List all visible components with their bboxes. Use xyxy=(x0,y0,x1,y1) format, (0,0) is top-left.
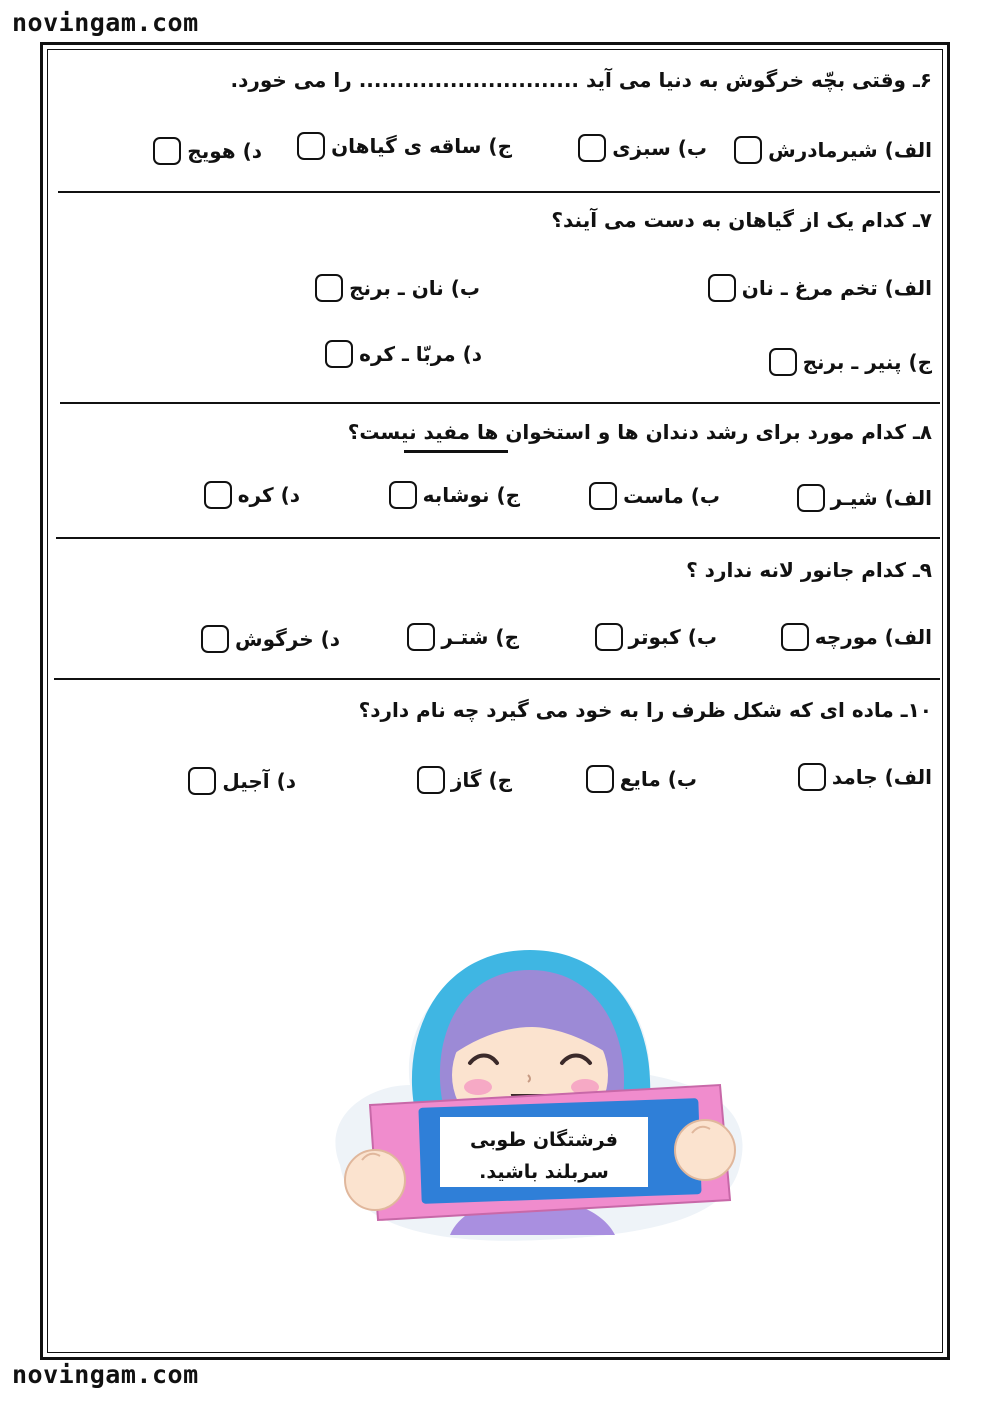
option-label: ب) نان ـ برنج xyxy=(349,276,480,300)
checkbox[interactable] xyxy=(797,484,825,512)
question-8-option-c[interactable] xyxy=(389,481,520,509)
question-10-option-a[interactable] xyxy=(798,763,932,791)
option-label: ب) مایع xyxy=(619,767,697,791)
checkbox[interactable] xyxy=(315,274,343,302)
checkbox[interactable] xyxy=(297,132,325,160)
question-6-option-c[interactable] xyxy=(297,132,512,160)
question-9-option-a[interactable] xyxy=(781,623,932,651)
checkbox[interactable] xyxy=(407,623,435,651)
option-label: د) کره xyxy=(237,483,300,507)
checkbox[interactable] xyxy=(201,625,229,653)
sign-line-2: سربلند باشید. xyxy=(479,1161,609,1183)
site-watermark-bottom: novingam.com xyxy=(12,1360,199,1389)
question-7-option-c[interactable] xyxy=(769,348,932,376)
question-6-option-b[interactable] xyxy=(578,134,707,162)
question-6-option-d[interactable] xyxy=(153,137,262,165)
separator-line xyxy=(56,537,940,539)
option-label: ج) نوشابه xyxy=(422,483,520,507)
question-9-option-c[interactable] xyxy=(407,623,519,651)
question-9-title: ۹ـ کدام جانور لانه ندارد ؟ xyxy=(686,558,932,582)
site-watermark-top: novingam.com xyxy=(12,8,199,37)
sign-text xyxy=(440,1124,648,1188)
checkbox[interactable] xyxy=(708,274,736,302)
option-label: الف) جامد xyxy=(831,765,932,789)
question-9-option-d[interactable] xyxy=(201,625,340,653)
question-7-option-b[interactable] xyxy=(315,274,480,302)
checkbox[interactable] xyxy=(734,136,762,164)
question-10-option-c[interactable] xyxy=(417,766,512,794)
separator-line xyxy=(58,191,940,193)
option-label: ج) پنیر ـ برنج xyxy=(802,350,932,374)
checkbox[interactable] xyxy=(153,137,181,165)
checkbox[interactable] xyxy=(781,623,809,651)
checkbox[interactable] xyxy=(589,482,617,510)
question-7-option-d[interactable] xyxy=(325,340,482,368)
question-10-title: ۱۰ـ ماده ای که شکل ظرف را به خود می گیرد چه نام دارد؟ xyxy=(358,698,932,722)
checkbox[interactable] xyxy=(595,623,623,651)
question-10-option-d[interactable] xyxy=(188,767,296,795)
separator-line xyxy=(60,402,940,404)
question-7-option-a[interactable] xyxy=(708,274,932,302)
option-label: ب) سبزی xyxy=(612,136,707,160)
sign-line-1: فرشتگان طوبی xyxy=(470,1129,618,1151)
option-label: الف) شیرمادرش xyxy=(768,138,932,162)
checkbox[interactable] xyxy=(204,481,232,509)
checkbox[interactable] xyxy=(769,348,797,376)
checkbox[interactable] xyxy=(417,766,445,794)
checkbox[interactable] xyxy=(586,765,614,793)
option-label: الف) شیـر xyxy=(830,486,932,510)
option-label: ب) ماست xyxy=(623,484,720,508)
girl-holding-sign-illustration xyxy=(300,935,760,1255)
option-label: ب) کبوتر xyxy=(628,625,717,649)
checkbox[interactable] xyxy=(325,340,353,368)
option-label: ج) ساقه ی گیاهان xyxy=(331,134,512,158)
option-label: ج) گاز xyxy=(450,768,512,792)
question-8-title: ۸ـ کدام مورد برای رشد دندان ها و استخوان ها مفید نیست؟ xyxy=(347,420,932,444)
option-label: الف) تخم مرغ ـ نان xyxy=(741,276,932,300)
option-label: د) آجیل xyxy=(222,769,296,793)
question-10-option-b[interactable] xyxy=(586,765,697,793)
option-label: الف) مورچه xyxy=(814,625,932,649)
question-6-title: ۶ـ وقتی بچّه خرگوش به دنیا می آید ............................. را می خورد. xyxy=(230,68,932,92)
question-7-title: ۷ـ کدام یک از گیاهان به دست می آیند؟ xyxy=(551,208,932,232)
emphasis-underline xyxy=(404,450,508,453)
checkbox[interactable] xyxy=(798,763,826,791)
question-8-option-a[interactable] xyxy=(797,484,932,512)
question-8-option-b[interactable] xyxy=(589,482,720,510)
option-label: د) هویج xyxy=(187,139,262,163)
checkbox[interactable] xyxy=(188,767,216,795)
option-label: ج) شتـر xyxy=(441,625,519,649)
question-6-option-a[interactable] xyxy=(734,136,932,164)
option-label: د) مربّا ـ کره xyxy=(359,342,482,366)
question-9-option-b[interactable] xyxy=(595,623,718,651)
question-8-option-d[interactable] xyxy=(204,481,300,509)
separator-line xyxy=(54,678,940,680)
option-label: د) خرگوش xyxy=(235,627,340,651)
checkbox[interactable] xyxy=(389,481,417,509)
checkbox[interactable] xyxy=(578,134,606,162)
